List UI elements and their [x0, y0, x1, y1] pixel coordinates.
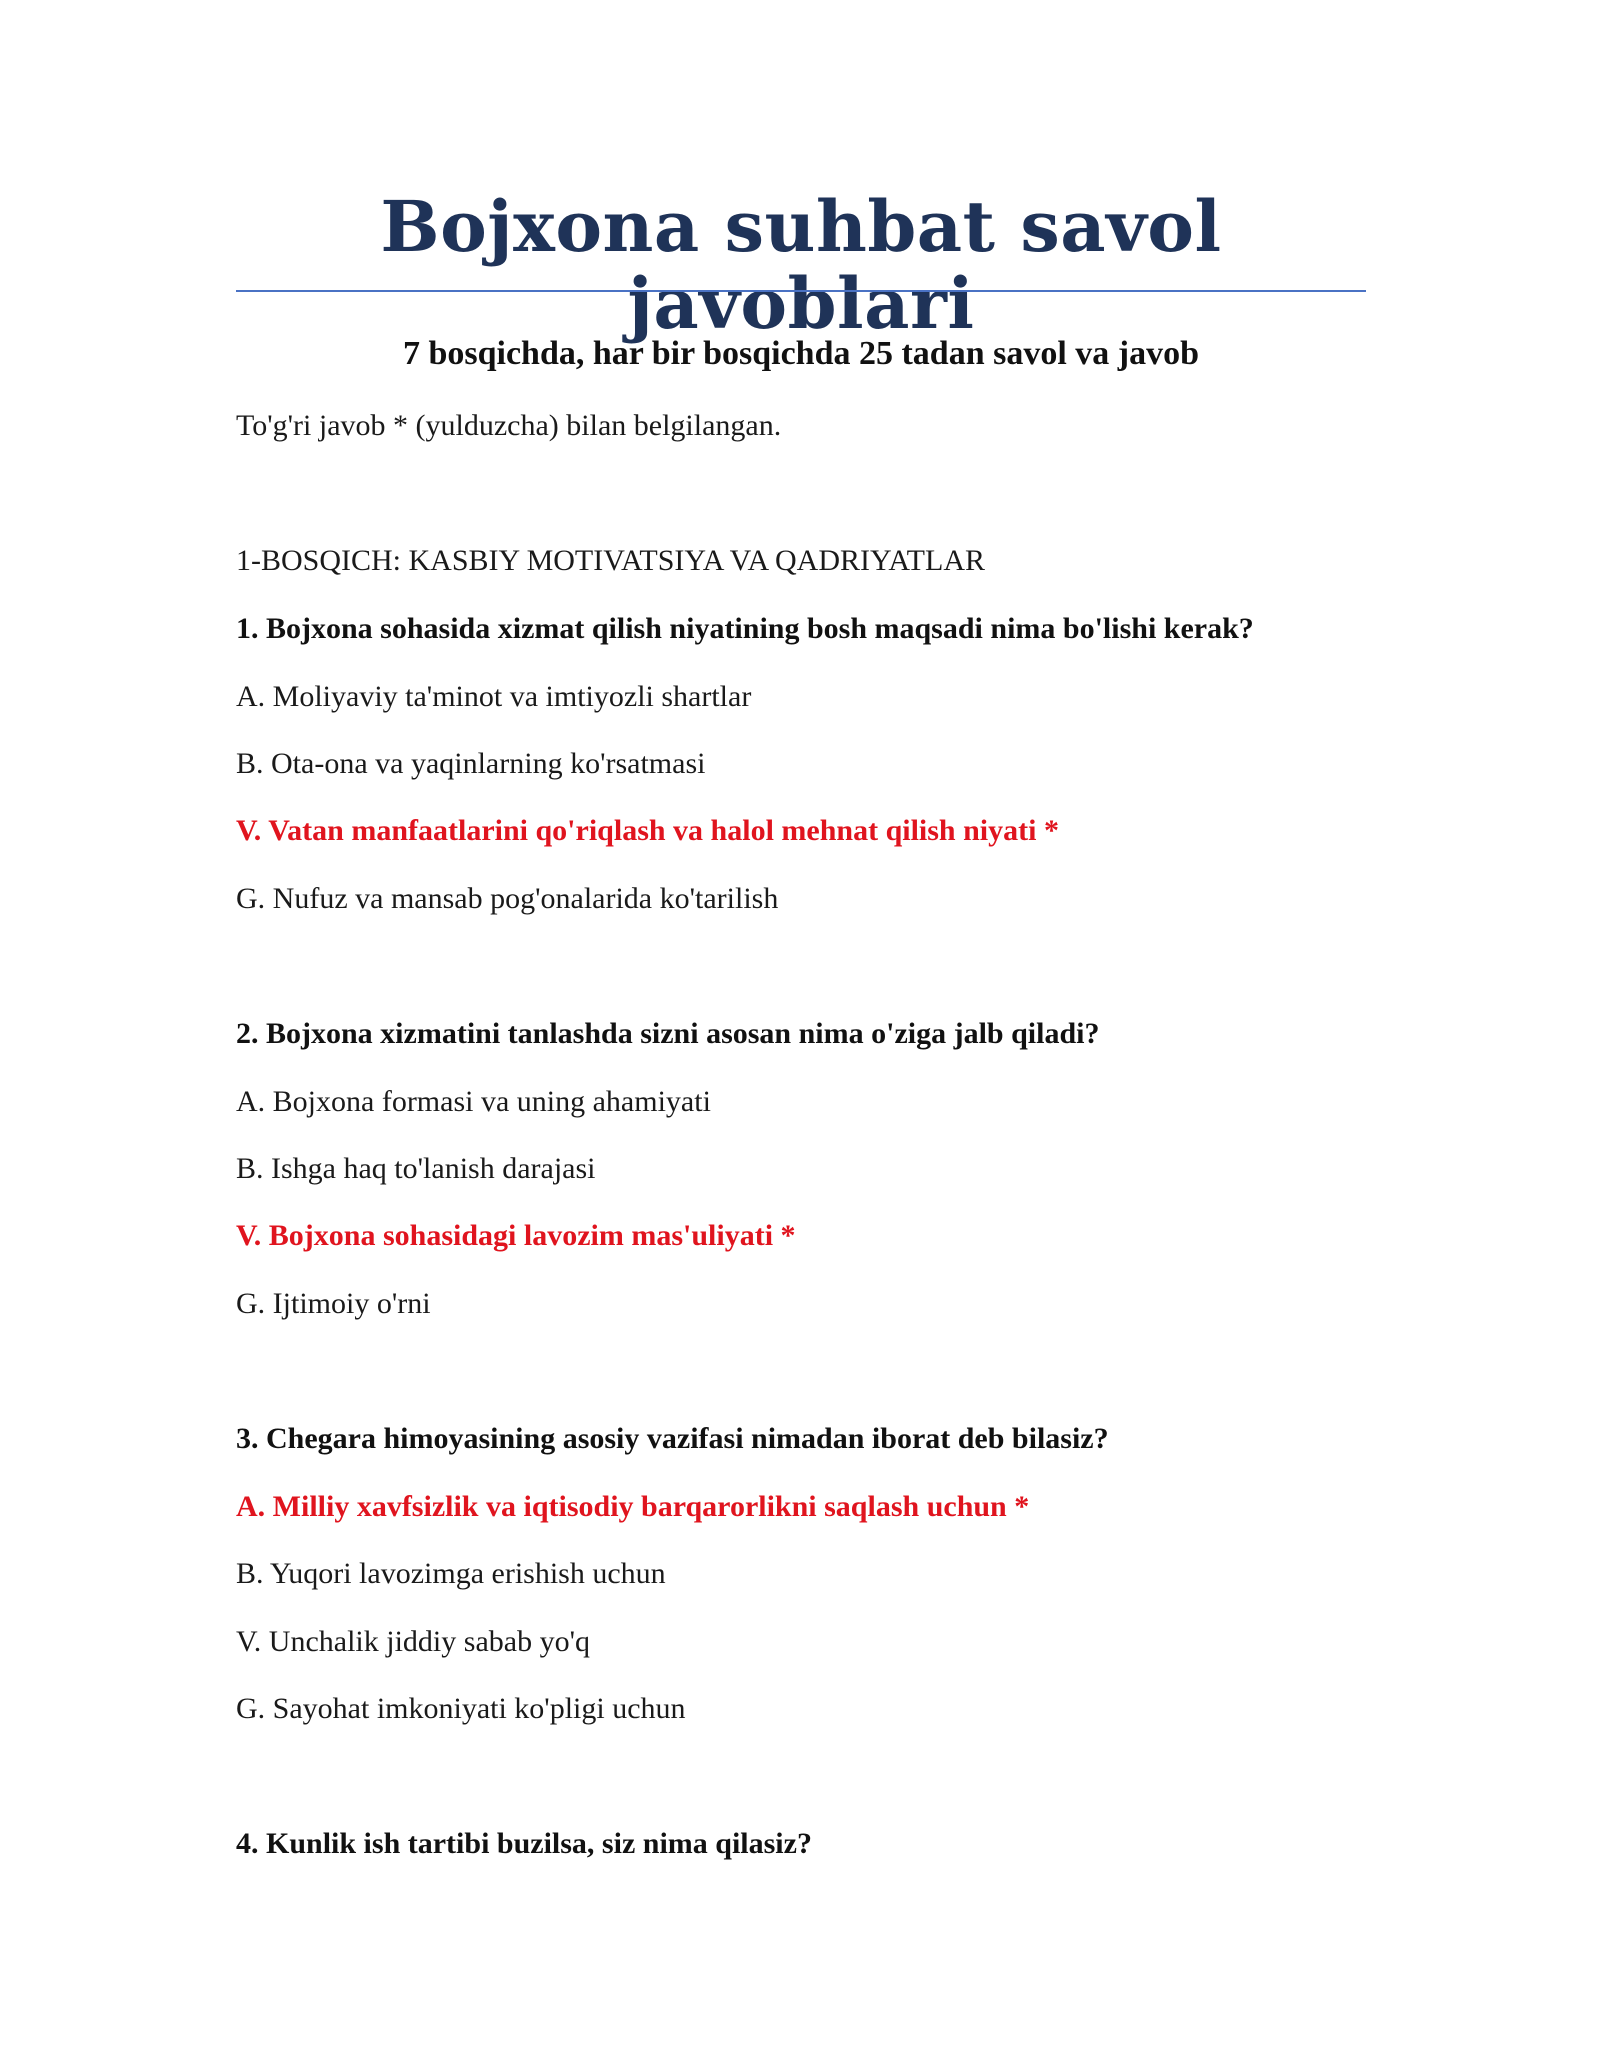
- question-3-option-b: B. Yuqori lavozimga erishish uchun: [236, 1557, 666, 1590]
- question-1: 1. Bojxona sohasida xizmat qilish niyatining bosh maqsadi nima bo'lishi kerak?: [236, 612, 1254, 645]
- question-3-option-v: V. Unchalik jiddiy sabab yo'q: [236, 1625, 590, 1658]
- question-2: 2. Bojxona xizmatini tanlashda sizni asosan nima o'ziga jalb qiladi?: [236, 1017, 1100, 1050]
- question-2-option-v-correct: V. Bojxona sohasidagi lavozim mas'uliyati *: [236, 1219, 796, 1252]
- question-2-option-a: A. Bojxona formasi va uning ahamiyati: [236, 1085, 711, 1118]
- question-4: 4. Kunlik ish tartibi buzilsa, siz nima qilasiz?: [236, 1827, 812, 1860]
- question-1-option-v-correct: V. Vatan manfaatlarini qo'riqlash va halol mehnat qilish niyati *: [236, 814, 1059, 847]
- question-2-option-g: G. Ijtimoiy o'rni: [236, 1287, 431, 1320]
- document-subtitle: 7 bosqichda, har bir bosqichda 25 tadan savol va javob: [402, 335, 1200, 372]
- question-3-option-g: G. Sayohat imkoniyati ko'pligi uchun: [236, 1692, 686, 1725]
- question-1-option-b: B. Ota-ona va yaqinlarning ko'rsatmasi: [236, 747, 706, 780]
- question-1-option-g: G. Nufuz va mansab pog'onalarida ko'tarilish: [236, 882, 779, 915]
- section-heading: 1-BOSQICH: KASBIY MOTIVATSIYA VA QADRIYATLAR: [236, 544, 985, 577]
- document-title: Bojxona suhbat savol javoblari: [380, 185, 1222, 345]
- title-underline: [236, 290, 1366, 292]
- question-3-option-a-correct: A. Milliy xavfsizlik va iqtisodiy barqarorlikni saqlash uchun *: [236, 1490, 1030, 1523]
- question-3: 3. Chegara himoyasining asosiy vazifasi nimadan iborat deb bilasiz?: [236, 1422, 1109, 1455]
- question-2-option-b: B. Ishga haq to'lanish darajasi: [236, 1152, 596, 1185]
- question-1-option-a: A. Moliyaviy ta'minot va imtiyozli shartlar: [236, 680, 752, 713]
- answer-key-note: To'g'ri javob * (yulduzcha) bilan belgilangan.: [236, 409, 782, 442]
